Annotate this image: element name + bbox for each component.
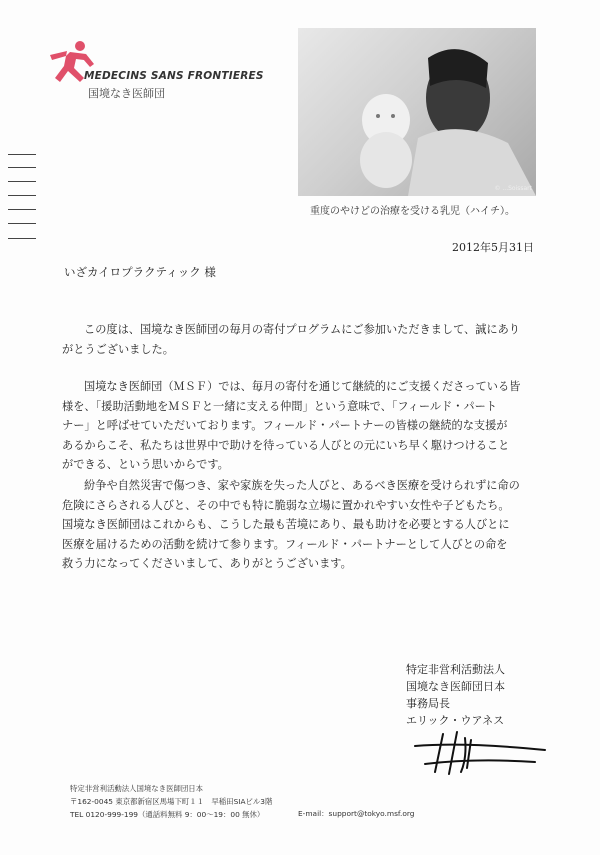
org-name: MEDECINS SANS FRONTIERES (84, 70, 264, 82)
header-photo (298, 28, 536, 196)
margin-mark (8, 238, 36, 239)
signatory-line: エリック・ウアネス (406, 714, 505, 727)
paragraph-line: あるからこそ、私たちは世界中で助けを待っている人びとの元にいち早く駆けつけること (62, 438, 510, 452)
paragraph-3 (62, 476, 538, 574)
paragraph-line: ができる、という思いからです。 (62, 458, 229, 472)
margin-mark (8, 154, 36, 155)
msf-logo (40, 38, 264, 108)
paragraph-line: 国境なき医師団（ＭＳＦ）では、毎月の寄付を通じて継続的にご支援くださっている皆 (84, 380, 521, 393)
photo-credit: © ...Soissart (494, 185, 532, 192)
signatory-line: 事務局長 (406, 697, 450, 710)
signatory-block (406, 661, 505, 729)
paragraph-line: 紛争や自然災害で傷つき、家や家族を失った人びと、あるべき医療を受けられずに命の (84, 479, 520, 492)
paragraph-line: この度は、国境なき医師団の毎月の寄付プログラムにご参加いただきまして、誠にあり (84, 323, 520, 336)
footer-line: 〒162-0045 東京都新宿区馬場下町１１ 早稲田SIAビル3階 (70, 797, 273, 806)
footer-address (70, 782, 272, 821)
paragraph-1 (62, 320, 538, 359)
paragraph-line: ナー」と呼ばせていただいております。フィールド・パートナーの皆様の継続的な支援が (62, 419, 508, 433)
margin-mark (8, 181, 36, 182)
footer-email: E-mail：support@tokyo.msf.org (298, 809, 415, 818)
margin-mark (8, 167, 36, 168)
margin-mark (8, 209, 36, 210)
paragraph-line: 救う力になってくださいまして、ありがとうございます。 (62, 557, 352, 571)
handwritten-signature (405, 728, 555, 778)
org-name-ja: 国境なき医師団 (88, 87, 165, 100)
margin-mark (8, 195, 36, 196)
photo-caption: 重度のやけどの治療を受ける乳児（ハイチ）。 (310, 206, 515, 217)
paragraph-line: 医療を届けるための活動を続けて参ります。フィールド・パートナーとして人びとの命を (62, 537, 508, 551)
signatory-line: 国境なき医師団日本 (406, 680, 505, 693)
margin-mark (8, 223, 36, 224)
paragraph-2 (62, 377, 538, 475)
signatory-line: 特定非営利活動法人 (406, 663, 505, 676)
paragraph-line: 国境なき医師団はこれからも、こうした最も苦境にあり、最も助けを必要とする人びとに (62, 518, 510, 532)
paragraph-line: 様を、「援助活動地をＭＳＦと一緒に支える仲間」という意味で、「フィールド・パート (62, 399, 497, 413)
footer-line: TEL 0120-999-199（通話料無料 9：00～19：00 無休） (70, 810, 265, 819)
paragraph-line: 危険にさらされる人びと、その中でも特に脆弱な立場に置かれやすい女性や子どもたち。 (62, 498, 510, 512)
paragraph-line: がとうございました。 (62, 342, 174, 356)
letter-recipient: いざカイロプラクティック 様 (64, 265, 216, 279)
letter-date: 2012年5月31日 (452, 241, 534, 254)
footer-line: 特定非営利活動法人国境なき医師団日本 (70, 784, 204, 793)
